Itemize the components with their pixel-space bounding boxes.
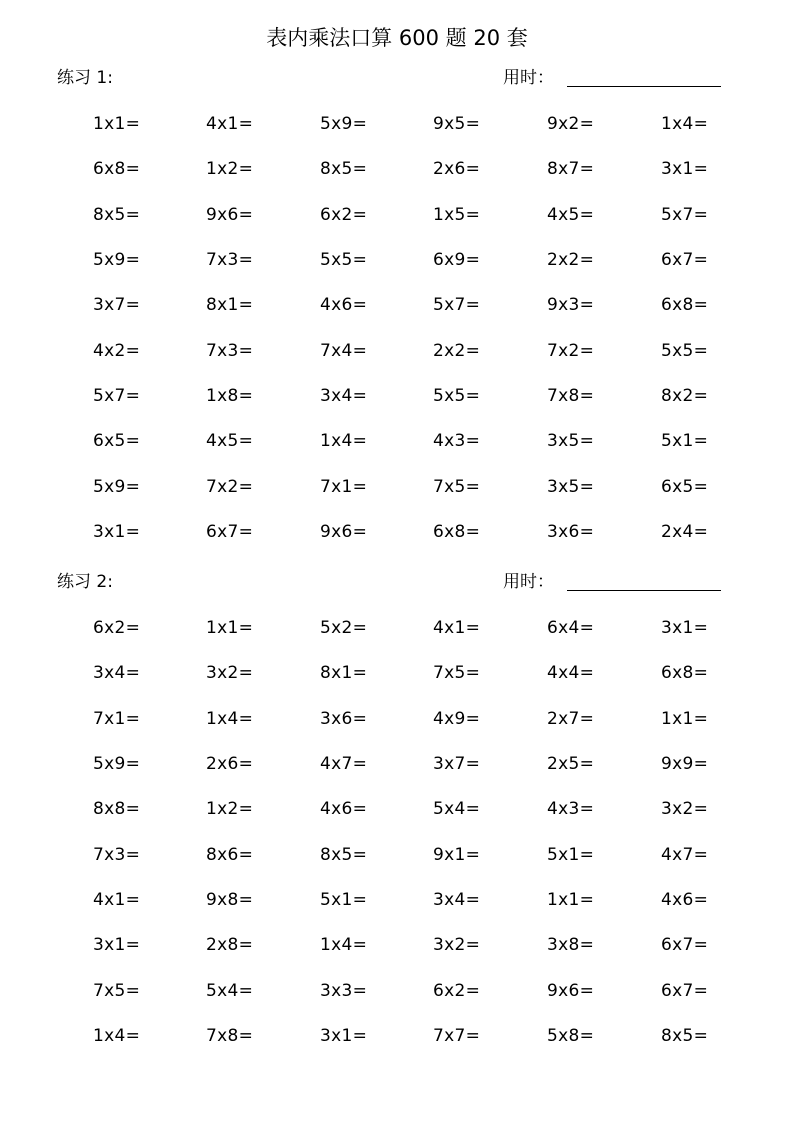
problem-item: 4x3= <box>547 799 595 820</box>
problem-item: 3x2= <box>206 663 254 684</box>
problem-row <box>0 520 794 565</box>
problem-item: 4x4= <box>547 663 595 684</box>
problem-item: 5x7= <box>93 385 141 406</box>
problem-item: 4x6= <box>661 889 709 910</box>
problem-item: 3x7= <box>433 753 481 774</box>
problem-item: 1x8= <box>206 385 254 406</box>
problem-item: 3x2= <box>661 799 709 820</box>
problem-item: 1x1= <box>547 889 595 910</box>
problem-item: 1x2= <box>206 159 254 180</box>
problem-row <box>0 752 794 797</box>
problem-item: 1x4= <box>320 431 368 452</box>
problem-item: 1x5= <box>433 204 481 225</box>
problem-row <box>0 707 794 752</box>
problem-item: 8x5= <box>93 204 141 225</box>
problem-row <box>0 339 794 384</box>
problem-item: 5x8= <box>547 1025 595 1046</box>
problem-item: 2x5= <box>547 753 595 774</box>
problem-item: 5x9= <box>320 114 368 134</box>
problem-item: 5x7= <box>661 204 709 225</box>
problem-item: 4x7= <box>661 844 709 865</box>
problem-item: 7x2= <box>547 340 595 361</box>
problem-item: 1x4= <box>206 708 254 729</box>
problem-item: 6x7= <box>206 521 254 542</box>
problem-item: 9x5= <box>433 114 481 134</box>
problem-grid <box>0 616 794 1069</box>
problem-item: 3x5= <box>547 476 595 497</box>
problem-item: 1x4= <box>93 1025 141 1046</box>
exercise-section-1 <box>0 66 794 542</box>
problem-item: 8x1= <box>206 295 254 316</box>
problem-row <box>0 384 794 429</box>
problem-item: 1x1= <box>661 708 709 729</box>
problem-item: 2x8= <box>206 935 254 956</box>
problem-item: 5x1= <box>661 431 709 452</box>
problem-item: 3x1= <box>661 618 709 638</box>
problem-item: 7x5= <box>433 476 481 497</box>
problem-item: 4x5= <box>206 431 254 452</box>
exercise-header <box>0 570 794 594</box>
page-title: 表内乘法口算 600 题 20 套 <box>266 26 528 50</box>
problem-item: 3x3= <box>320 980 368 1001</box>
problem-item: 7x5= <box>93 980 141 1001</box>
problem-row <box>0 429 794 474</box>
problem-row <box>0 475 794 520</box>
problem-item: 2x6= <box>433 159 481 180</box>
time-answer-line[interactable] <box>567 590 721 591</box>
problem-item: 3x5= <box>547 431 595 452</box>
problem-item: 5x9= <box>93 249 141 270</box>
problem-item: 9x6= <box>547 980 595 1001</box>
problem-row <box>0 979 794 1024</box>
problem-row <box>0 203 794 248</box>
problem-item: 3x7= <box>93 295 141 316</box>
problem-row <box>0 933 794 978</box>
problem-item: 1x4= <box>661 114 709 134</box>
problem-item: 8x1= <box>320 663 368 684</box>
problem-item: 4x1= <box>93 889 141 910</box>
problem-item: 1x2= <box>206 799 254 820</box>
problem-item: 7x8= <box>547 385 595 406</box>
problem-row <box>0 1024 794 1069</box>
time-label: 用时： <box>503 572 554 592</box>
problem-row <box>0 888 794 933</box>
problem-item: 7x5= <box>433 663 481 684</box>
problem-item: 7x2= <box>206 476 254 497</box>
problem-item: 5x4= <box>206 980 254 1001</box>
exercise-section-2 <box>0 570 794 1046</box>
problem-item: 6x2= <box>433 980 481 1001</box>
problem-item: 7x1= <box>320 476 368 497</box>
problem-row <box>0 797 794 842</box>
problem-item: 1x1= <box>206 618 254 638</box>
problem-item: 2x2= <box>547 249 595 270</box>
time-label: 用时： <box>503 68 554 88</box>
problem-item: 6x5= <box>93 431 141 452</box>
problem-item: 2x6= <box>206 753 254 774</box>
problem-item: 8x5= <box>320 159 368 180</box>
problem-item: 9x9= <box>661 753 709 774</box>
time-answer-line[interactable] <box>567 86 721 87</box>
problem-item: 8x8= <box>93 799 141 820</box>
problem-item: 4x6= <box>320 799 368 820</box>
problem-item: 3x6= <box>547 521 595 542</box>
problem-item: 5x5= <box>433 385 481 406</box>
problem-item: 2x2= <box>433 340 481 361</box>
problem-item: 6x2= <box>93 618 141 638</box>
problem-item: 3x2= <box>433 935 481 956</box>
problem-item: 7x3= <box>206 249 254 270</box>
problem-item: 2x4= <box>661 521 709 542</box>
problem-item: 6x7= <box>661 935 709 956</box>
problem-item: 9x1= <box>433 844 481 865</box>
problem-item: 9x8= <box>206 889 254 910</box>
problem-item: 8x5= <box>320 844 368 865</box>
problem-item: 3x6= <box>320 708 368 729</box>
problem-item: 3x1= <box>320 1025 368 1046</box>
problem-item: 7x3= <box>93 844 141 865</box>
problem-row <box>0 248 794 293</box>
problem-item: 7x4= <box>320 340 368 361</box>
exercise-label: 练习 2: <box>57 572 113 592</box>
problem-item: 5x1= <box>547 844 595 865</box>
problem-item: 3x1= <box>93 521 141 542</box>
problem-item: 9x6= <box>320 521 368 542</box>
problem-item: 8x6= <box>206 844 254 865</box>
problem-item: 6x8= <box>93 159 141 180</box>
problem-row <box>0 843 794 888</box>
problem-item: 3x4= <box>93 663 141 684</box>
problem-item: 8x5= <box>661 1025 709 1046</box>
problem-item: 5x9= <box>93 753 141 774</box>
problem-item: 4x9= <box>433 708 481 729</box>
problem-item: 6x4= <box>547 618 595 638</box>
problem-item: 5x1= <box>320 889 368 910</box>
problem-item: 3x1= <box>661 159 709 180</box>
problem-item: 4x6= <box>320 295 368 316</box>
problem-item: 7x3= <box>206 340 254 361</box>
problem-item: 5x2= <box>320 618 368 638</box>
problem-item: 4x2= <box>93 340 141 361</box>
problem-item: 6x8= <box>661 295 709 316</box>
problem-item: 6x9= <box>433 249 481 270</box>
problem-item: 4x7= <box>320 753 368 774</box>
exercise-label: 练习 1: <box>57 68 113 88</box>
problem-item: 1x4= <box>320 935 368 956</box>
problem-item: 5x5= <box>320 249 368 270</box>
problem-item: 5x5= <box>661 340 709 361</box>
problem-item: 5x9= <box>93 476 141 497</box>
problem-item: 4x5= <box>547 204 595 225</box>
problem-row <box>0 661 794 706</box>
problem-item: 3x4= <box>320 385 368 406</box>
problem-item: 6x5= <box>661 476 709 497</box>
problem-row <box>0 293 794 338</box>
problem-item: 9x3= <box>547 295 595 316</box>
problem-grid <box>0 112 794 565</box>
problem-item: 3x1= <box>93 935 141 956</box>
problem-item: 6x7= <box>661 980 709 1001</box>
problem-item: 9x6= <box>206 204 254 225</box>
problem-item: 5x7= <box>433 295 481 316</box>
problem-row <box>0 157 794 202</box>
problem-item: 4x1= <box>206 114 254 134</box>
problem-item: 9x2= <box>547 114 595 134</box>
problem-item: 7x1= <box>93 708 141 729</box>
problem-item: 5x4= <box>433 799 481 820</box>
problem-item: 6x2= <box>320 204 368 225</box>
problem-item: 7x7= <box>433 1025 481 1046</box>
problem-item: 4x1= <box>433 618 481 638</box>
problem-item: 3x8= <box>547 935 595 956</box>
problem-row <box>0 112 794 157</box>
problem-item: 3x4= <box>433 889 481 910</box>
problem-item: 6x8= <box>661 663 709 684</box>
problem-item: 8x7= <box>547 159 595 180</box>
problem-item: 2x7= <box>547 708 595 729</box>
problem-item: 7x8= <box>206 1025 254 1046</box>
problem-item: 6x7= <box>661 249 709 270</box>
problem-item: 1x1= <box>93 114 141 134</box>
exercise-header <box>0 66 794 90</box>
problem-row <box>0 616 794 661</box>
problem-item: 6x8= <box>433 521 481 542</box>
problem-item: 8x2= <box>661 385 709 406</box>
problem-item: 4x3= <box>433 431 481 452</box>
